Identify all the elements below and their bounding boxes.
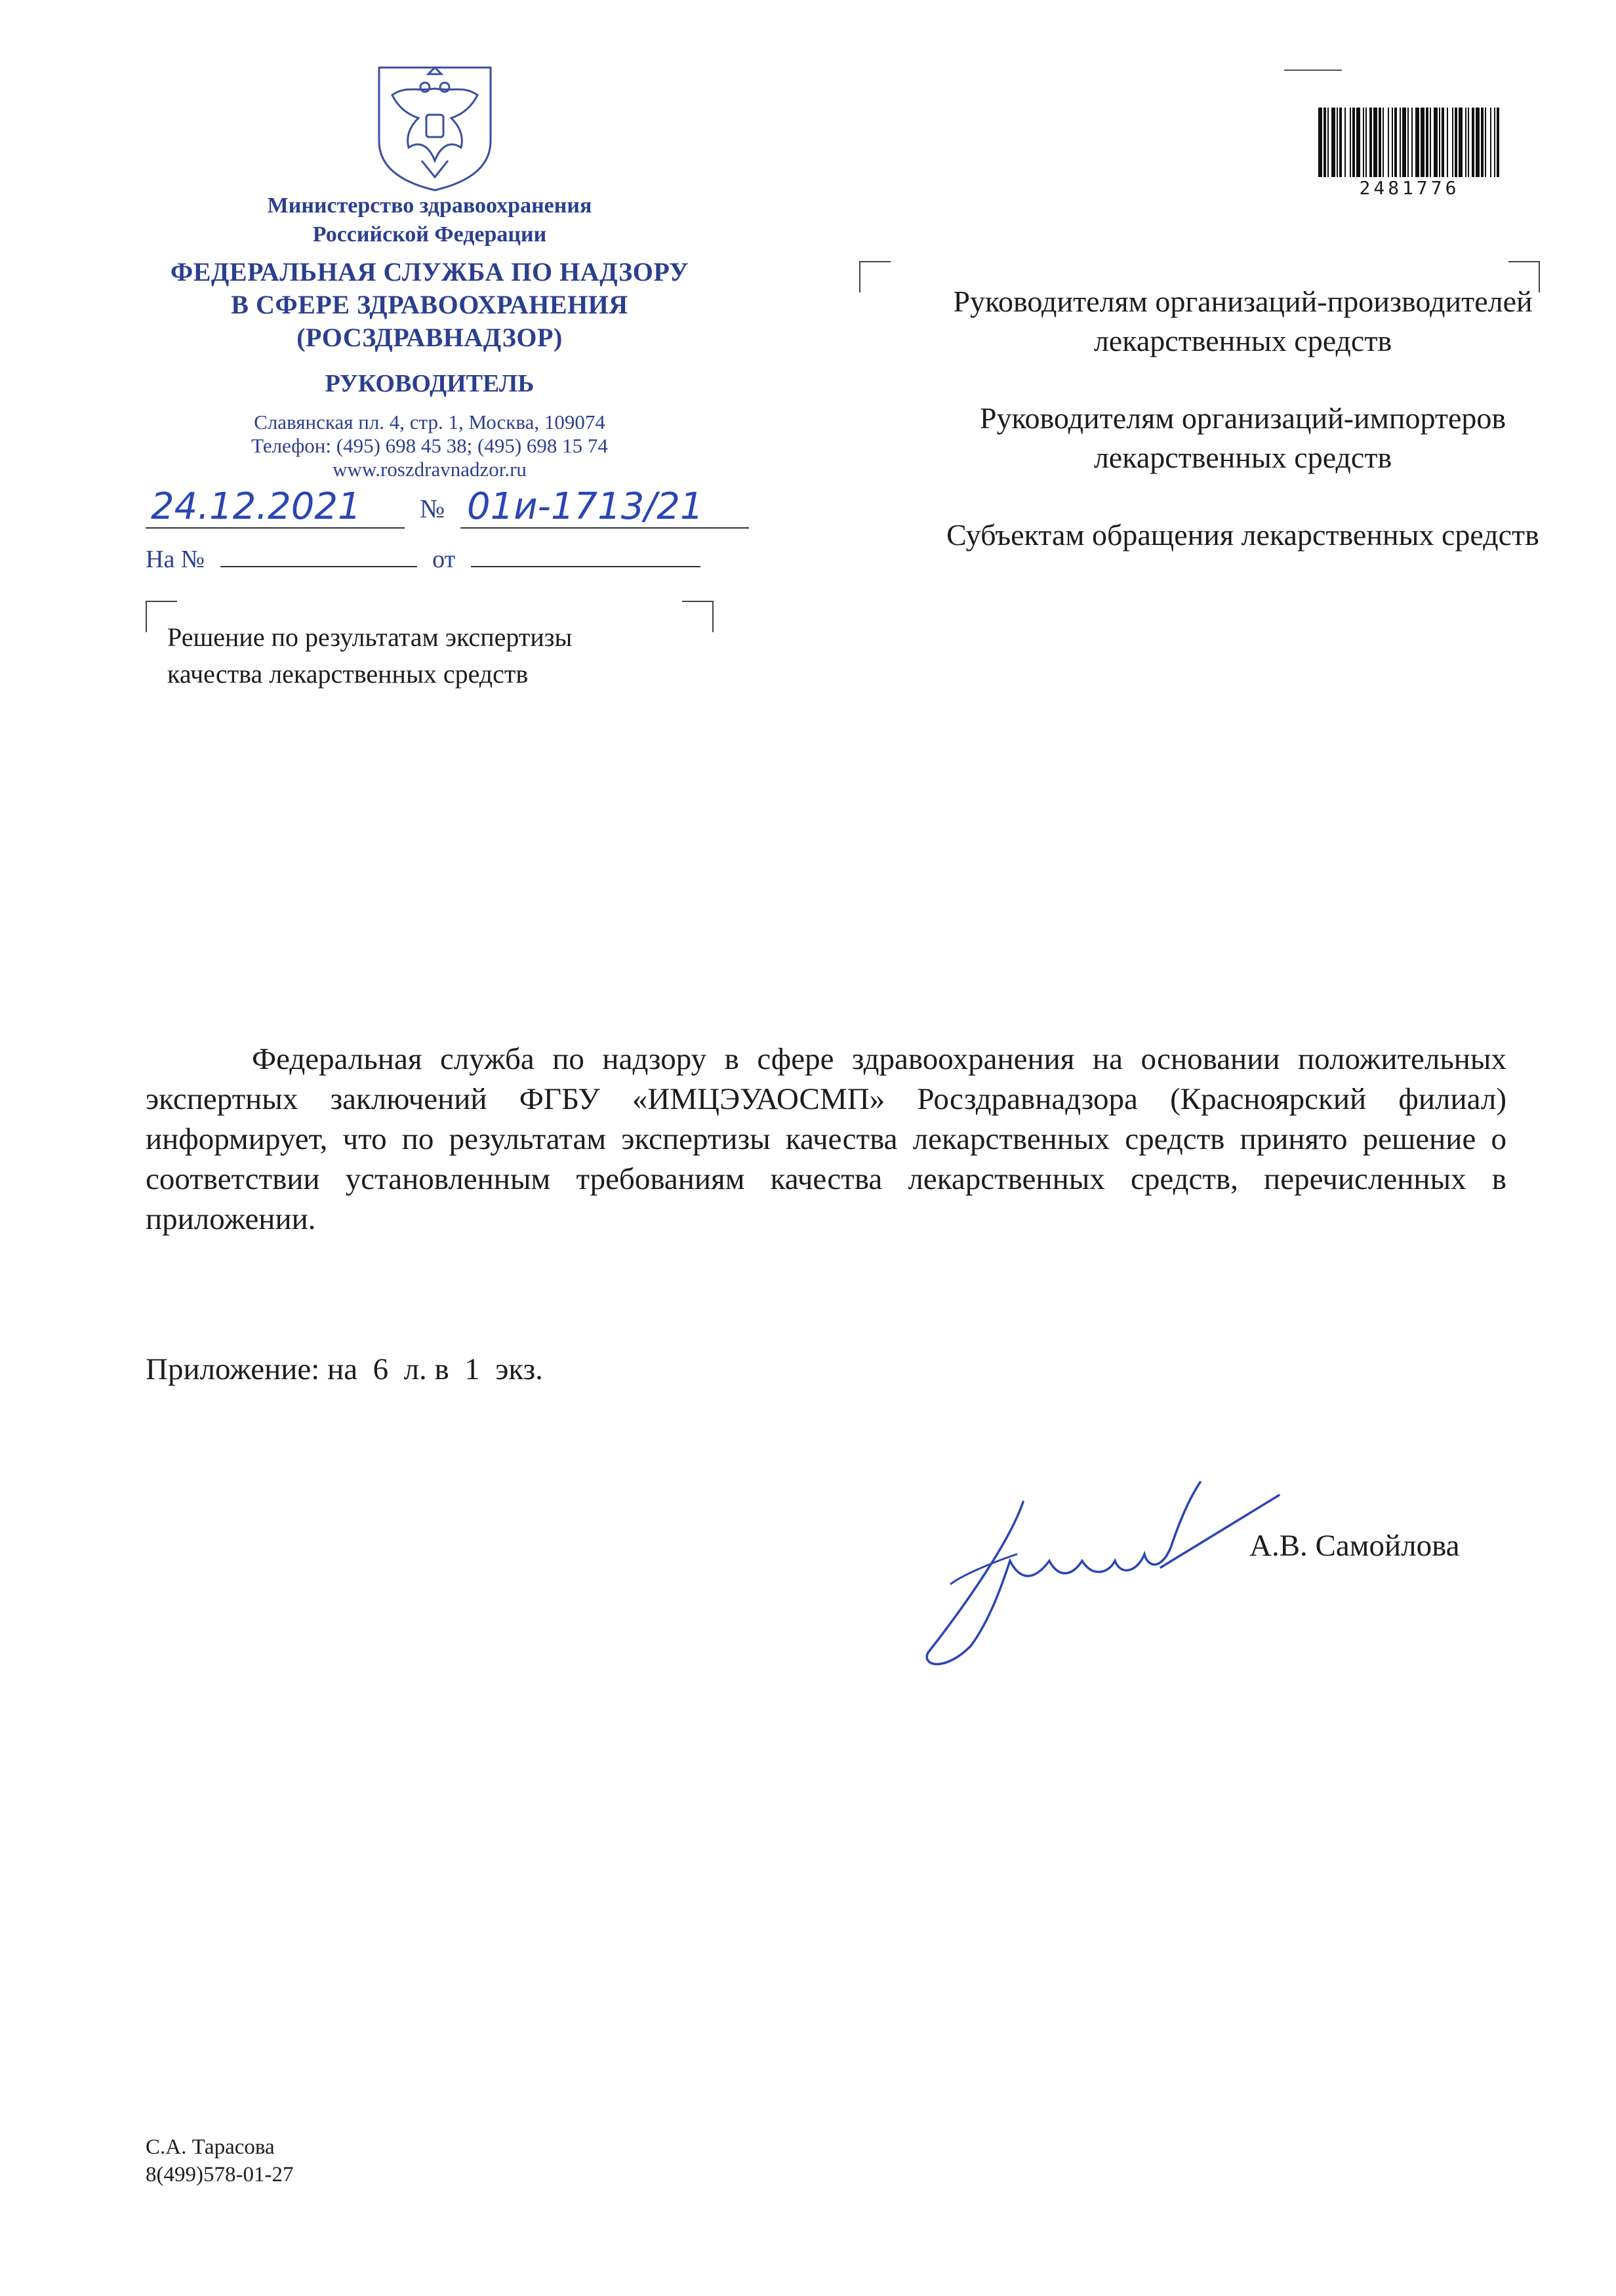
barcode-bar — [1379, 108, 1381, 177]
reference-from-label: от — [432, 546, 456, 573]
barcode-bar — [1465, 108, 1466, 177]
barcode-bar — [1356, 108, 1360, 177]
barcode-bar — [1439, 108, 1440, 177]
service-line-3: (РОСЗДРАВНАДЗОР) — [296, 323, 563, 352]
service-name — [134, 256, 725, 354]
website: www.roszdravnadzor.ru — [333, 458, 527, 481]
barcode-bar — [1468, 108, 1469, 177]
barcode-bar — [1497, 108, 1499, 177]
barcode-bar — [1430, 108, 1431, 177]
head-title: РУКОВОДИТЕЛЬ — [325, 370, 535, 397]
number-sign: № — [420, 494, 445, 523]
registration-date: 24.12.2021 — [151, 485, 361, 528]
barcode-bar — [1407, 108, 1409, 177]
ministry-name — [134, 191, 725, 249]
barcode-bar — [1447, 108, 1448, 177]
barcode — [1317, 108, 1502, 177]
barcode-bar — [1392, 108, 1393, 177]
barcode-bar — [1490, 108, 1491, 177]
barcode-bar — [1394, 108, 1397, 177]
subject-line-1: Решение по результатам экспертизы — [167, 622, 573, 652]
recipients-block — [899, 282, 1587, 593]
reference-date-blank — [471, 546, 700, 567]
attachment-note: Приложение: на 6 л. в 1 экз. — [146, 1352, 543, 1386]
barcode-bar — [1472, 108, 1474, 177]
barcode-bar — [1318, 108, 1322, 177]
executor-name: С.А. Тарасова — [146, 2135, 275, 2159]
address: Славянская пл. 4, стр. 1, Москва, 109074 — [254, 411, 605, 433]
barcode-bar — [1459, 108, 1463, 177]
barcode-bar — [1485, 108, 1486, 177]
barcode-bar — [1481, 108, 1484, 177]
phone: Телефон: (495) 698 45 38; (495) 698 15 74 — [251, 434, 608, 457]
reference-number-blank — [220, 546, 417, 567]
barcode-bar — [1415, 108, 1419, 177]
barcode-bar — [1494, 108, 1495, 177]
barcode-bar — [1434, 108, 1438, 177]
barcode-bar — [1400, 108, 1401, 177]
executor-phone: 8(499)578-01-27 — [146, 2163, 294, 2186]
handwritten-signature — [912, 1462, 1305, 1679]
barcode-bar — [1442, 108, 1444, 177]
reference-label: На № — [146, 546, 205, 573]
barcode-bar — [1373, 108, 1377, 177]
barcode-bar — [1421, 108, 1424, 177]
barcode-bar — [1455, 108, 1457, 177]
barcode-bar — [1339, 108, 1342, 177]
recipient-subjects: Субъектам обращения лекарственных средств — [946, 518, 1539, 552]
reference-line — [146, 544, 700, 574]
barcode-bar — [1365, 108, 1367, 177]
recipients-corner-left — [859, 261, 891, 292]
barcode-bar — [1388, 108, 1389, 177]
barcode-bar — [1337, 108, 1338, 177]
barcode-bar — [1383, 108, 1384, 177]
contact-block — [134, 411, 725, 481]
barcode-number: 2481776 — [1359, 177, 1460, 199]
subject — [167, 619, 572, 693]
barcode-bar — [1344, 108, 1346, 177]
barcode-bar — [1331, 108, 1335, 177]
coat-of-arms-emblem — [373, 62, 497, 193]
registration-number: 01и-1713/21 — [467, 485, 704, 528]
service-line-1: ФЕДЕРАЛЬНАЯ СЛУЖБА ПО НАДЗОРУ — [170, 257, 689, 287]
ministry-line-2: Российской Федерации — [312, 222, 547, 247]
barcode-bar — [1350, 108, 1351, 177]
barcode-bar — [1426, 108, 1428, 177]
barcode-bar — [1323, 108, 1326, 177]
subject-line-2: качества лекарственных средств — [167, 659, 529, 689]
recipient-manufacturers: Руководителям организаций-производителей лекарственных средств — [953, 285, 1533, 357]
body-paragraph: Федеральная служба по надзору в сфере здравоохранения на основании положительных экспертных заключений ФГБУ «ИМЦЭУАОСМП» Росздравнадзора (Красноярский филиал) информирует, что по результатам экспертизы качества лекарственных средств принято решение о соответствии установленным требованиям качества лекарственных средств, перечисленных в приложении. — [146, 1042, 1506, 1236]
barcode-bar — [1411, 108, 1413, 177]
executor-block — [146, 2133, 293, 2188]
registration-line — [146, 485, 775, 531]
barcode-bar — [1363, 108, 1364, 177]
barcode-bar — [1327, 108, 1329, 177]
barcode-bar — [1476, 108, 1480, 177]
subject-corner-right — [682, 601, 714, 632]
ministry-line-1: Министерство здравоохранения — [267, 193, 592, 218]
barcode-top-rule — [1284, 70, 1342, 71]
service-line-2: В СФЕРЕ ЗДРАВООХРАНЕНИЯ — [231, 290, 628, 319]
barcode-bar — [1452, 108, 1453, 177]
recipient-importers: Руководителям организаций-импортеров лекарственных средств — [979, 401, 1506, 474]
barcode-bar — [1369, 108, 1372, 177]
signatory-name: А.В. Самойлова — [1249, 1529, 1460, 1563]
barcode-bar — [1352, 108, 1355, 177]
barcode-bar — [1402, 108, 1406, 177]
letter-body — [146, 1039, 1506, 1239]
